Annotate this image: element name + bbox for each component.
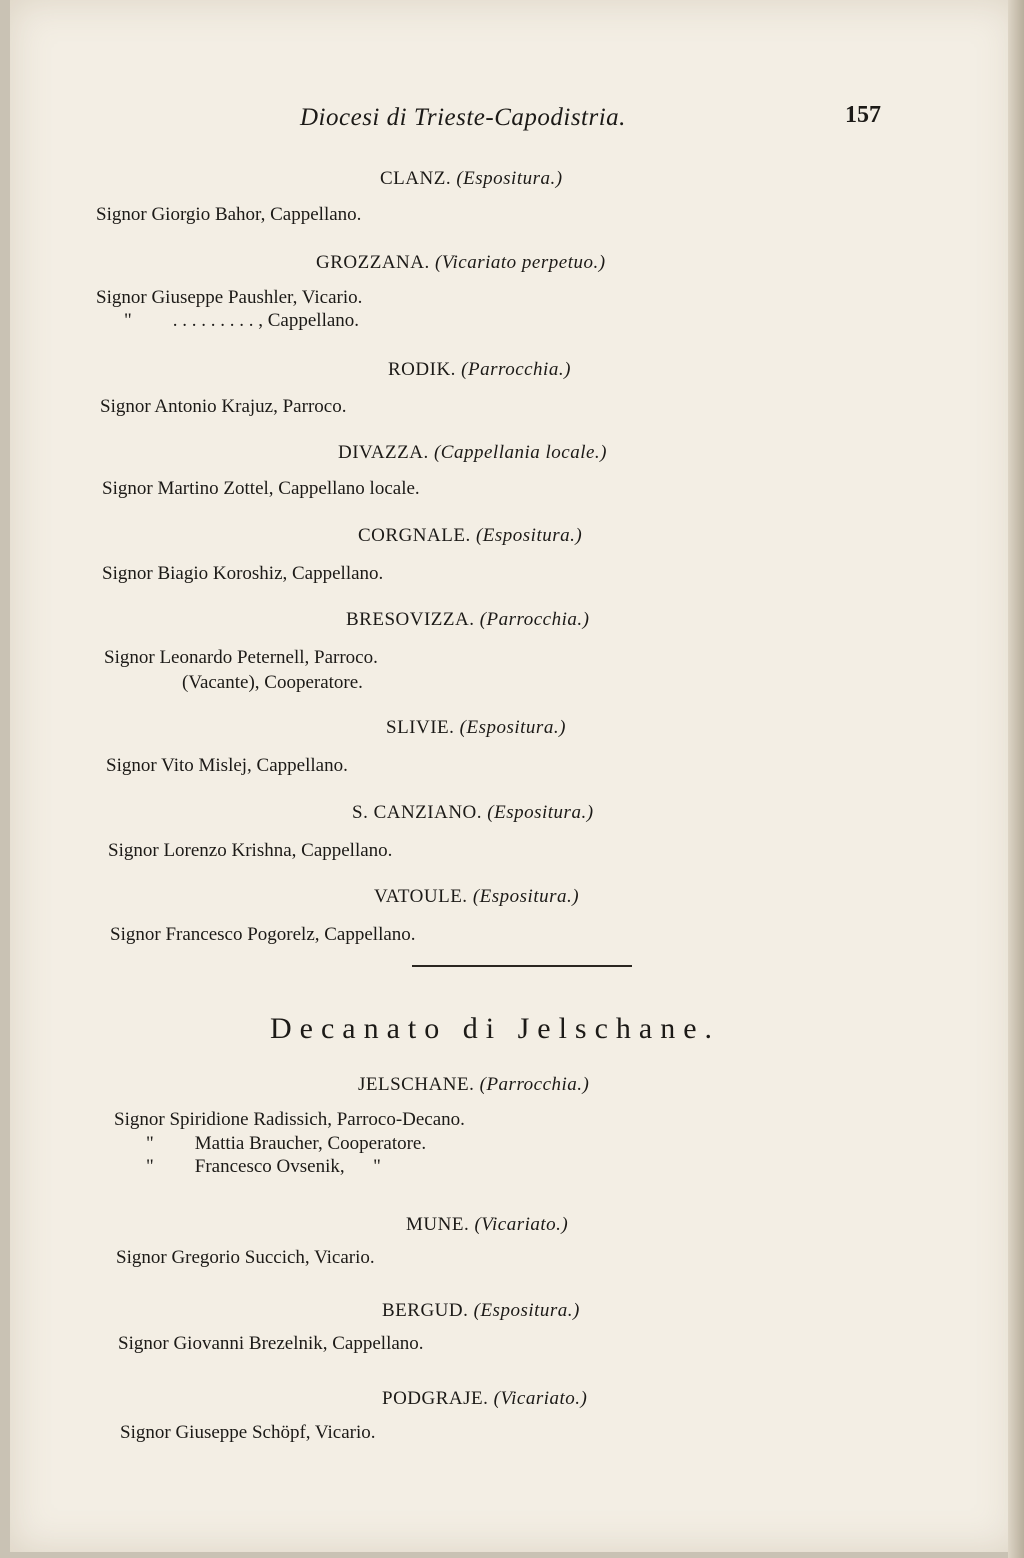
entry-line	[146, 1156, 381, 1178]
line-text: Giovanni Brezelnik, Cappellano.	[173, 1333, 424, 1354]
page-header	[10, 100, 1018, 140]
place-name: SLIVIE.	[386, 717, 455, 738]
entry-line	[102, 478, 420, 500]
entry-heading	[316, 252, 606, 274]
entry-heading	[388, 359, 571, 381]
line-text: Leonardo Peternell, Parroco.	[159, 647, 378, 668]
deanery-heading: Decanato di Jelschane.	[270, 1012, 721, 1045]
entry-line	[118, 1333, 424, 1355]
place-name: MUNE.	[406, 1214, 470, 1235]
line-prefix: Signor	[102, 563, 153, 584]
running-title: Diocesi di Trieste-Capodistria.	[300, 104, 626, 131]
line-text: Martino Zottel, Cappellano locale.	[157, 478, 420, 499]
entry-line	[114, 1109, 465, 1131]
line-prefix: Signor	[108, 840, 159, 861]
parish-type: (Espositura.)	[487, 802, 594, 823]
parish-type: (Parrocchia.)	[479, 1074, 590, 1095]
line-prefix: Signor	[100, 396, 151, 417]
entry-heading	[382, 1388, 587, 1410]
place-name: BRESOVIZZA.	[346, 609, 475, 630]
entry-heading	[386, 717, 566, 739]
line-text: Giuseppe Paushler, Vicario.	[151, 287, 363, 308]
place-name: JELSCHANE.	[358, 1074, 475, 1095]
line-prefix: Signor	[110, 924, 161, 945]
line-prefix: Signor	[116, 1247, 167, 1268]
parish-type: (Vicariato perpetuo.)	[435, 252, 606, 273]
entry-heading	[352, 802, 594, 824]
parish-type: (Espositura.)	[473, 1300, 580, 1321]
parish-type: (Parrocchia.)	[461, 359, 571, 380]
line-text: Mattia Braucher, Cooperatore.	[194, 1133, 427, 1154]
entry-line	[106, 755, 348, 777]
entry-line	[96, 204, 361, 226]
line-text: Vito Mislej, Cappellano.	[161, 755, 348, 776]
parish-type: (Parrocchia.)	[479, 609, 590, 630]
place-name: CORGNALE.	[358, 525, 471, 546]
line-prefix: Signor	[120, 1422, 171, 1443]
parish-type: (Cappellania locale.)	[433, 442, 608, 463]
line-prefix: Signor	[102, 478, 153, 499]
line-text: Giuseppe Schöpf, Vicario.	[175, 1422, 376, 1443]
entry-line	[182, 672, 363, 694]
line-text: . . . . . . . . . , Cappellano.	[172, 310, 360, 331]
line-text: Francesco Ovsenik, "	[194, 1156, 381, 1177]
place-name: PODGRAJE.	[382, 1388, 489, 1409]
place-name: DIVAZZA.	[338, 442, 429, 463]
entry-heading	[358, 525, 582, 547]
line-prefix: Signor	[104, 647, 155, 668]
line-text: Antonio Krajuz, Parroco.	[154, 396, 347, 417]
line-text: Biagio Koroshiz, Cappellano.	[157, 563, 384, 584]
parish-type: (Espositura.)	[459, 717, 566, 738]
line-prefix: Signor	[114, 1109, 165, 1130]
section-divider	[412, 965, 632, 967]
line-text: Lorenzo Krishna, Cappellano.	[163, 840, 393, 861]
entry-line	[124, 310, 359, 332]
ditto-mark: "	[146, 1133, 154, 1154]
entry-heading	[406, 1214, 568, 1236]
entry-heading	[346, 609, 589, 631]
parish-type: (Espositura.)	[472, 886, 580, 907]
page-edge	[1008, 0, 1024, 1558]
place-name: S. CANZIANO.	[352, 802, 483, 823]
parish-type: (Espositura.)	[475, 525, 583, 546]
line-prefix: Signor	[96, 204, 147, 225]
line-prefix: Signor	[118, 1333, 169, 1354]
book-page	[10, 0, 1018, 1552]
line-text: (Vacante), Cooperatore.	[182, 672, 363, 693]
place-name: BERGUD.	[382, 1300, 469, 1321]
ditto-mark: "	[146, 1156, 154, 1177]
entry-line	[100, 396, 346, 418]
entry-line	[146, 1133, 426, 1155]
parish-type: (Vicariato.)	[493, 1388, 588, 1409]
entry-line	[120, 1422, 376, 1444]
page-number: 157	[845, 102, 881, 128]
line-prefix: Signor	[106, 755, 157, 776]
entry-heading	[380, 168, 563, 190]
entry-line	[96, 287, 362, 309]
entry-line	[110, 924, 416, 946]
entry-line	[102, 563, 383, 585]
ditto-mark: "	[124, 310, 132, 331]
entry-heading	[374, 886, 579, 908]
place-name: CLANZ.	[380, 168, 452, 189]
line-text: Spiridione Radissich, Parroco-Decano.	[169, 1109, 465, 1130]
entry-line	[116, 1247, 375, 1269]
entry-line	[104, 647, 378, 669]
entry-line	[108, 840, 392, 862]
place-name: RODIK.	[388, 359, 456, 380]
entry-heading	[338, 442, 607, 464]
line-text: Giorgio Bahor, Cappellano.	[151, 204, 362, 225]
parish-type: (Espositura.)	[456, 168, 563, 189]
line-prefix: Signor	[96, 287, 147, 308]
entry-heading	[382, 1300, 580, 1322]
parish-type: (Vicariato.)	[474, 1214, 569, 1235]
place-name: GROZZANA.	[316, 252, 430, 273]
line-text: Gregorio Succich, Vicario.	[171, 1247, 375, 1268]
line-text: Francesco Pogorelz, Cappellano.	[165, 924, 416, 945]
place-name: VATOULE.	[374, 886, 468, 907]
entry-heading	[358, 1074, 589, 1096]
